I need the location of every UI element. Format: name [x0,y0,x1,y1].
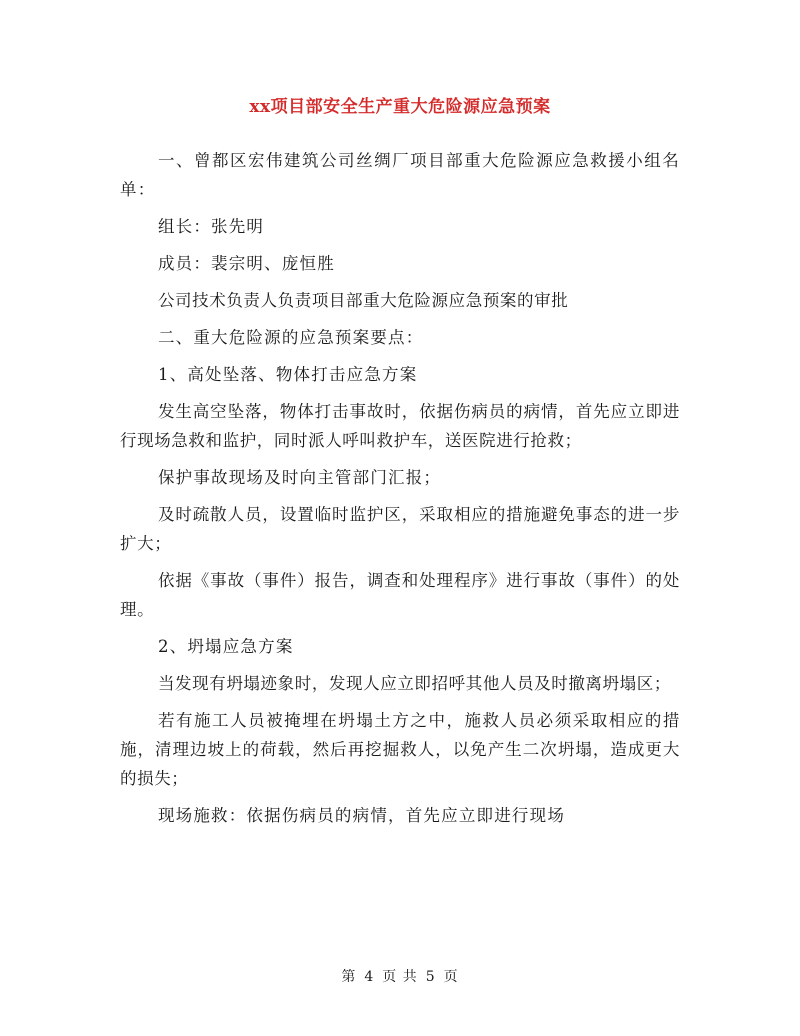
paragraph-collapse-rescue: 若有施工人员被掩埋在坍塌土方之中，施救人员必须采取相应的措施，清理边坡上的荷载，然后再挖掘救人，以免产生二次坍塌，造成更大的损失； [120,711,680,788]
footer-middle: 页 共 [382,969,418,985]
footer-page-number: 4 [364,969,375,985]
paragraph-fall-plan-heading: 1、高处坠落、物体打击应急方案 [157,365,418,384]
paragraph-team-members: 成员：裴宗明、庞恒胜 [157,254,335,273]
document-title: xx项目部安全生产重大危险源应急预案 [249,97,551,117]
paragraph-team-heading: 一、曾都区宏伟建筑公司丝绸厂项目部重大危险源应急救援小组名单： [120,151,680,199]
footer-prefix: 第 [341,969,357,985]
paragraph-onsite-rescue: 现场施救：依据伤病员的病情，首先应立即进行现场 [157,806,566,825]
paragraph-collapse-plan-heading: 2、坍塌应急方案 [157,637,294,656]
paragraph-team-leader: 组长：张先明 [157,217,265,236]
paragraph-section-two-heading: 二、重大危险源的应急预案要点： [157,328,424,347]
paragraph-collapse-evacuation: 当发现有坍塌迹象时，发现人应立即招呼其他人员及时撤离坍塌区； [157,674,671,693]
paragraph-approval: 公司技术负责人负责项目部重大危险源应急预案的审批 [157,291,569,310]
document-body [120,146,680,838]
footer-suffix: 页 [443,969,459,985]
paragraph-evacuate: 及时疏散人员，设置临时监护区，采取相应的措施避免事态的进一步扩大； [120,505,680,553]
paragraph-protect-scene: 保护事故现场及时向主管部门汇报； [157,468,442,487]
paragraph-fall-first-aid: 发生高空坠落，物体打击事故时，依据伤病员的病情，首先应立即进行现场急救和监护，同时派人呼叫救护车，送医院进行抢救； [120,402,680,450]
paragraph-incident-procedure: 依据《事故（事件）报告，调查和处理程序》进行事故（事件）的处理。 [120,571,680,619]
page-footer [0,966,800,986]
footer-total-pages: 5 [425,969,436,985]
